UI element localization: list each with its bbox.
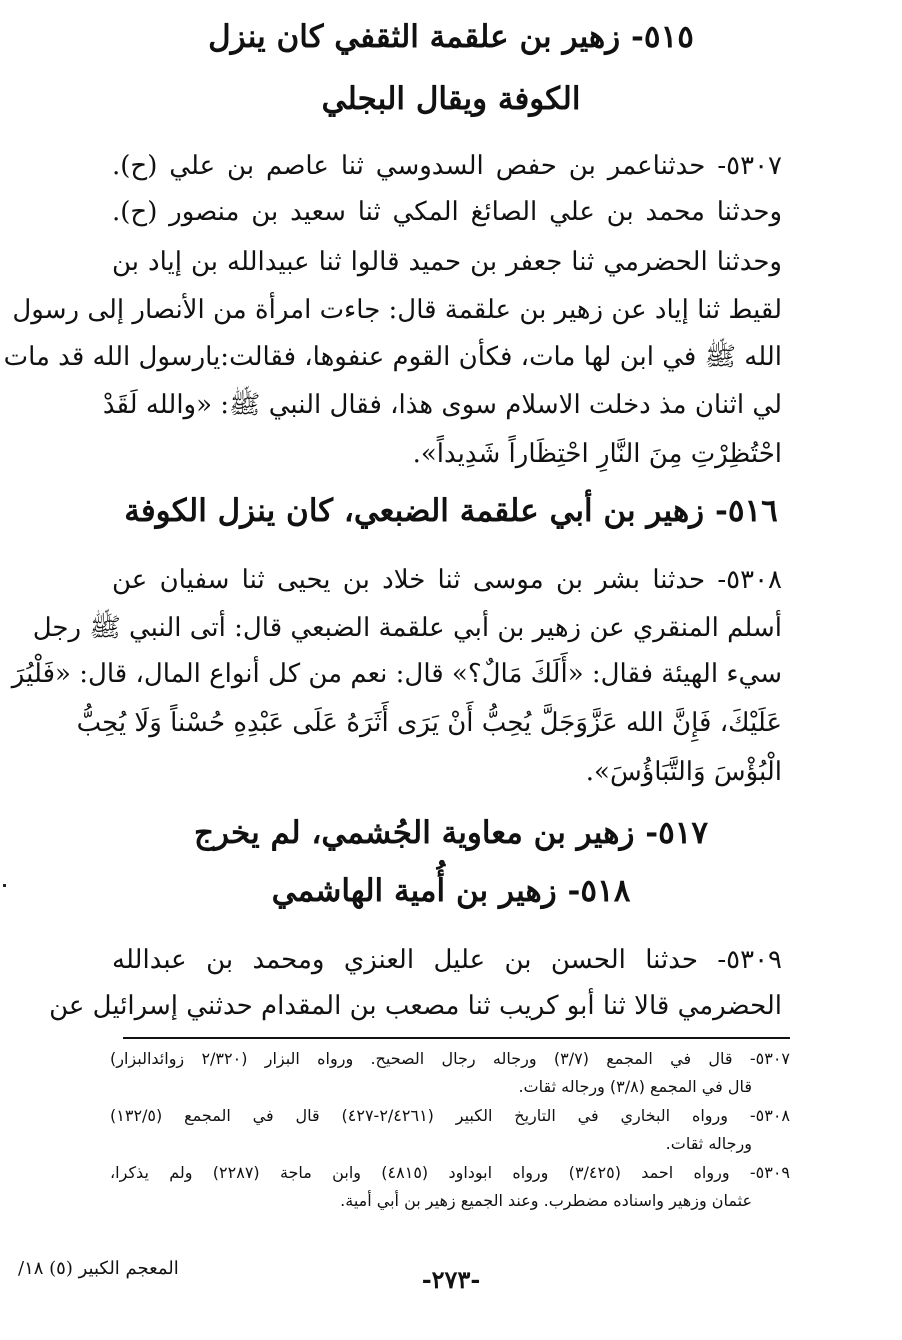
hadith-5307-line-7: احْتُظِرْتِ مِنَ النَّارِ احْتِظَاراً شَدِيداً».	[412, 439, 782, 469]
footnote-5308-line-2: ورجاله ثقات.	[665, 1134, 752, 1153]
footnote-5307-line-1: ٥٣٠٧- قال في المجمع (٣/٧) ورجاله رجال الصحيح. ورواه البزار (٢/٣٢٠ زوائدالبزار)	[110, 1049, 791, 1068]
running-footer: المعجم الكبير (٥) ١٨/	[18, 1258, 179, 1279]
footnote-5309-line-2: عثمان وزهير واسناده مضطرب. وعند الجميع زهير بن أبي أمية.	[340, 1191, 752, 1210]
hadith-5307-line-1: ٥٣٠٧- حدثناعمر بن حفص السدوسي ثنا عاصم بن علي (ح).	[112, 151, 782, 181]
hadith-5307-line-4: لقيط ثنا إياد عن زهير بن علقمة قال: جاءت امرأة من الأنصار إلى رسول	[12, 295, 782, 325]
hadith-5308-line-5: الْبُؤْسَ وَالتَّبَاؤُسَ».	[585, 757, 782, 787]
section-heading-515-line1: ٥١٥- زهير بن علقمة الثقفي كان ينزل	[208, 19, 694, 55]
hadith-5308-line-2: أسلم المنقري عن زهير بن أبي علقمة الضبعي قال: أتى النبي ﷺ رجل	[32, 613, 782, 643]
hadith-5307-line-6: لي اثنان مذ دخلت الاسلام سوى هذا، فقال النبي ﷺ: «والله لَقَدْ	[102, 390, 782, 420]
footnote-divider	[123, 1037, 790, 1039]
hadith-5307-line-3: وحدثنا الحضرمي ثنا جعفر بن حميد قالوا ثنا عبيدالله بن إياد بن	[112, 247, 782, 277]
section-heading-515-line2: الكوفة ويقال البجلي	[321, 81, 581, 117]
hadith-5309-line-1: ٥٣٠٩- حدثنا الحسن بن عليل العنزي ومحمد بن عبدالله	[112, 945, 782, 975]
section-heading-518: ٥١٨- زهير بن أُمية الهاشمي	[271, 873, 631, 909]
footnote-5308-line-1: ٥٣٠٨- ورواه البخاري في التاريخ الكبير (٢/٤٢٦١-٤٢٧) قال في المجمع (١٣٢/٥)	[110, 1106, 791, 1125]
hadith-5307-line-2: وحدثنا محمد بن علي الصائغ المكي ثنا سعيد بن منصور (ح).	[112, 197, 782, 227]
hadith-5308-line-3: سيء الهيئة فقال: «أَلَكَ مَالٌ؟» قال: نعم من كل أنواع المال، قال: «فَلْيُرَ	[11, 659, 782, 689]
hadith-5308-line-1: ٥٣٠٨- حدثنا بشر بن موسى ثنا خلاد بن يحيى ثنا سفيان عن	[112, 565, 782, 595]
section-heading-516: ٥١٦- زهير بن أبي علقمة الضبعي، كان ينزل الكوفة	[124, 493, 778, 529]
hadith-5308-line-4: عَلَيْكَ، فَإِنَّ الله عَزَّوَجَلَّ يُحِبُّ أَنْ يَرَى أَثَرَهُ عَلَى عَبْدِهِ حُسْناً وَلَا يُحِبُّ	[76, 708, 782, 738]
hadith-5309-line-2: الحضرمي قالا ثنا أبو كريب ثنا مصعب بن المقدام حدثني إسرائيل عن	[49, 991, 782, 1021]
section-heading-517: ٥١٧- زهير بن معاوية الجُشمي، لم يخرج	[193, 815, 709, 851]
footnote-5307-line-2: قال في المجمع (٣/٨) ورجاله ثقات.	[518, 1077, 752, 1096]
hadith-5307-line-5: الله ﷺ في ابن لها مات، فكأن القوم عنفوها، فقالت:يارسول الله قد مات	[3, 342, 782, 372]
page-number: -٢٧٣-	[421, 1265, 481, 1294]
scan-speck	[3, 884, 6, 887]
footnote-5309-line-1: ٥٣٠٩- ورواه احمد (٣/٤٢٥) ورواه ابوداود (٤٨١٥) وابن ماجة (٢٢٨٧) ولم يذكرا،	[110, 1163, 791, 1182]
